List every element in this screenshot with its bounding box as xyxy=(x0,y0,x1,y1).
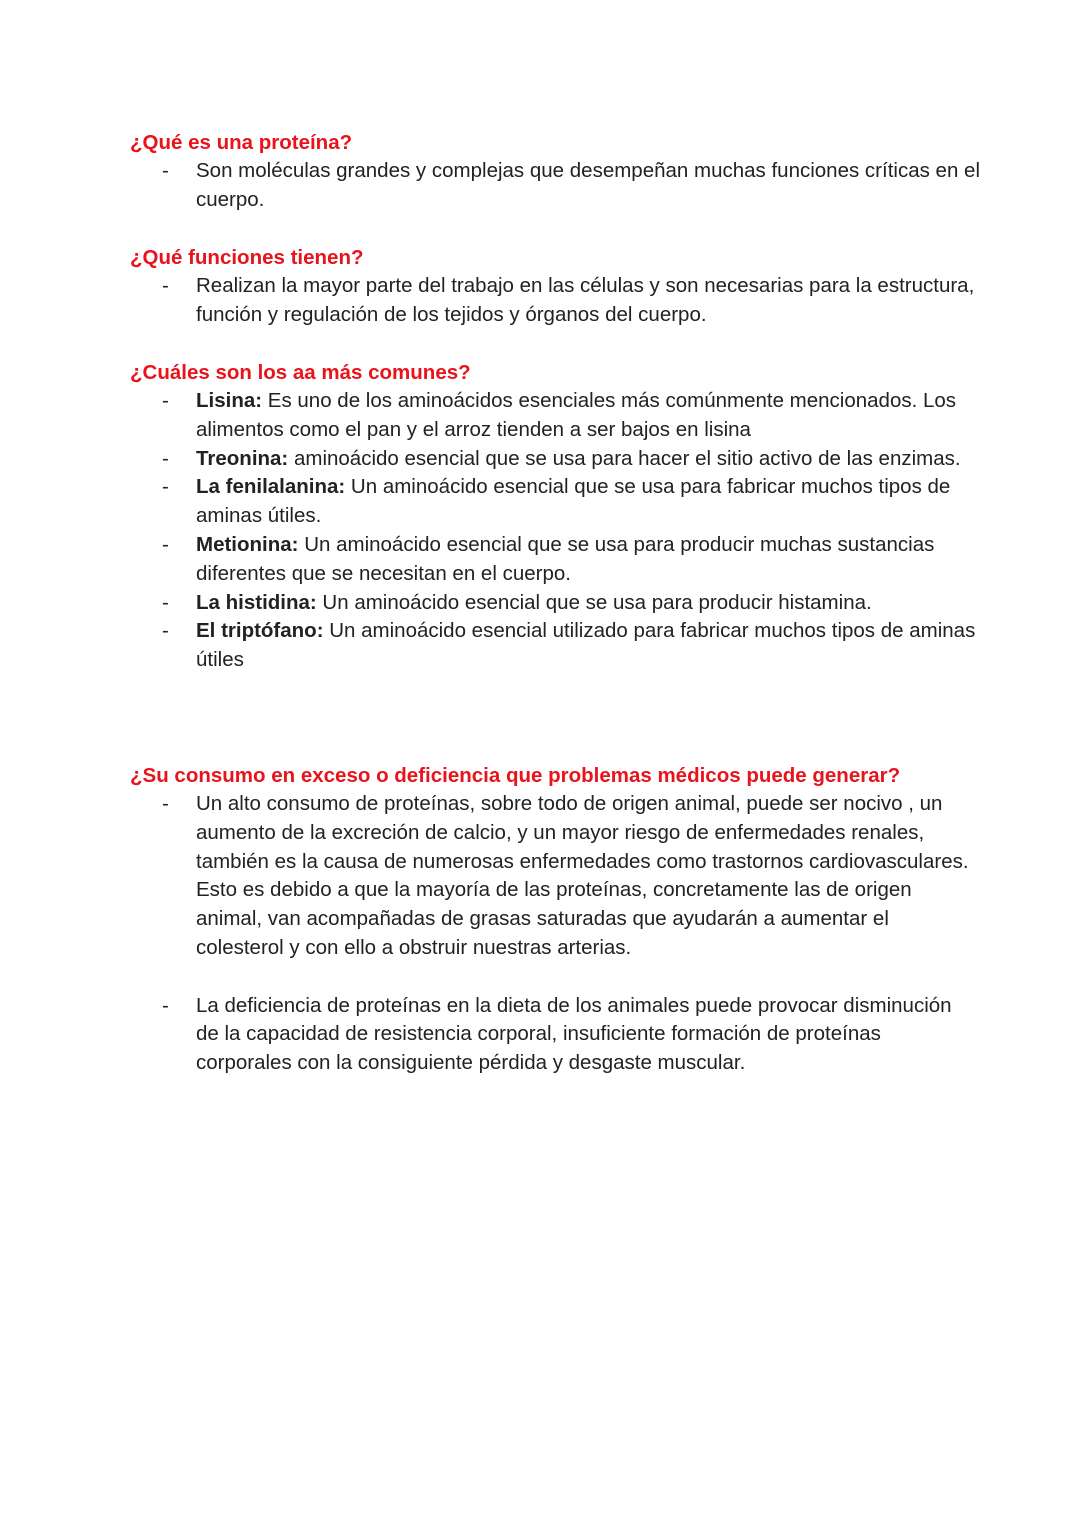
section-common-amino-acids xyxy=(130,358,980,675)
item-term: Metionina: xyxy=(196,532,299,556)
bullet-dash: - xyxy=(162,619,169,643)
section-heading: ¿Qué es una proteína? xyxy=(130,131,353,154)
item-text: Es uno de los aminoácidos esenciales más comúnmente mencionados. Los alimentos como el pan y el arroz tienden a ser bajos en lisina xyxy=(196,389,957,441)
list-item xyxy=(130,617,980,675)
list-item xyxy=(130,157,980,215)
bullet-dash: - xyxy=(162,475,169,499)
section-functions xyxy=(130,243,980,330)
list-item xyxy=(130,992,980,1078)
section-health-problems xyxy=(130,761,980,1078)
item-text: La deficiencia de proteínas en la dieta de los animales puede provocar disminución de la capacidad de resistencia corporal, insuficiente formación de proteínas corporales con la consiguiente pérdida y desgaste muscular. xyxy=(196,993,952,1075)
item-term: La fenilalanina: xyxy=(196,475,346,499)
bullet-dash: - xyxy=(162,993,169,1017)
bullet-dash: - xyxy=(162,792,169,815)
list-item xyxy=(130,387,980,445)
item-term: Lisina: xyxy=(196,389,263,412)
section-heading: ¿Qué funciones tienen? xyxy=(130,246,364,269)
item-term: La histidina: xyxy=(196,590,317,614)
bullet-dash: - xyxy=(162,274,169,297)
item-text: Un aminoácido esencial utilizado para fabricar muchos tipos de aminas útiles xyxy=(196,619,976,672)
bullet-dash: - xyxy=(162,389,169,412)
list-item xyxy=(130,473,980,531)
bullet-dash: - xyxy=(162,532,169,556)
item-text: aminoácido esencial que se usa para hacer el sitio activo de las enzimas. xyxy=(288,446,961,470)
section-what-is-protein xyxy=(130,128,980,215)
item-text: Un aminoácido esencial que se usa para fabricar muchos tipos de aminas útiles. xyxy=(196,475,951,528)
item-term: El triptófano: xyxy=(196,619,324,643)
list-item xyxy=(130,445,980,474)
item-term: Treonina: xyxy=(196,446,289,470)
bullet-dash: - xyxy=(162,590,169,614)
section-heading: ¿Cuáles son los aa más comunes? xyxy=(130,361,471,384)
list-item xyxy=(130,531,980,589)
item-text: Un aminoácido esencial que se usa para producir histamina. xyxy=(316,590,872,614)
item-text: Un aminoácido esencial que se usa para producir muchas sustancias diferentes que se necesitan en el cuerpo. xyxy=(196,532,935,585)
item-text: Realizan la mayor parte del trabajo en las células y son necesarias para la estructura, función y regulación de los tejidos y órganos del cuerpo. xyxy=(196,274,975,326)
bullet-dash: - xyxy=(162,446,169,470)
bullet-dash: - xyxy=(162,159,169,182)
paragraph-spacer xyxy=(130,963,980,992)
list-item xyxy=(130,272,980,330)
list-item xyxy=(130,589,980,618)
section-heading: ¿Su consumo en exceso o deficiencia que problemas médicos puede generar? xyxy=(130,764,901,787)
list-item xyxy=(130,790,980,963)
item-text: Son moléculas grandes y complejas que desempeñan muchas funciones críticas en el cuerpo. xyxy=(196,159,980,211)
item-text: Un alto consumo de proteínas, sobre todo de origen animal, puede ser nocivo , un aumento de la excreción de calcio, y un mayor riesgo de enfermedades renales, también es la causa de numerosas enfermedades como trastornos cardiovasculares. Esto es debido a que la mayoría de las proteínas, concretamente las de origen animal, van acompañadas de grasas saturadas que ayudarán a aumentar el colesterol y con ello a obstruir nuestras arterias. xyxy=(196,792,969,959)
